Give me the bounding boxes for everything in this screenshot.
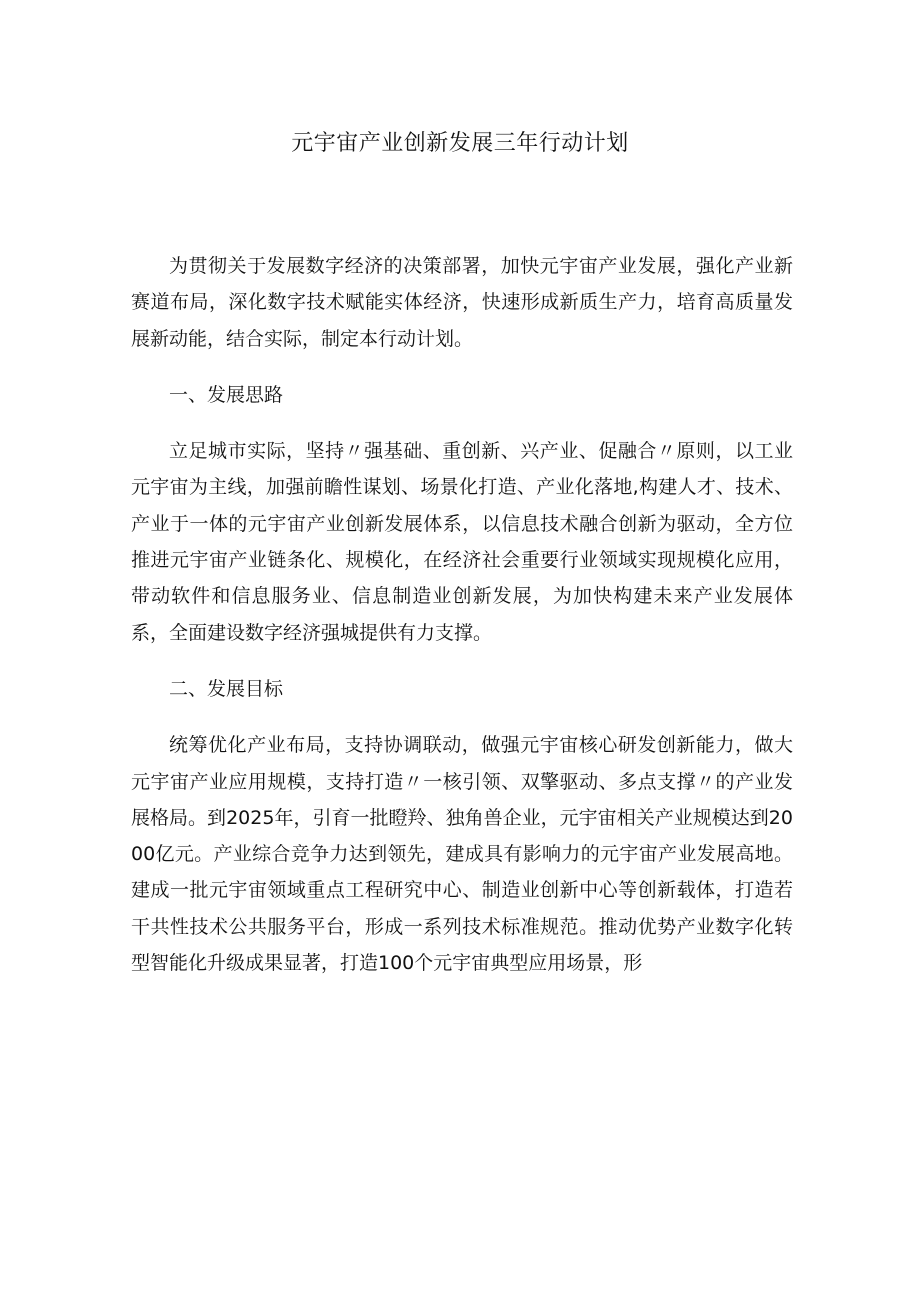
spacer bbox=[131, 413, 793, 433]
spacer bbox=[131, 707, 793, 727]
intro-paragraph: 为贯彻关于发展数字经济的决策部署，加快元宇宙产业发展，强化产业新赛道布局，深化数字技术赋能实体经济，快速形成新质生产力，培育高质量发展新动能，结合实际，制定本行动计划。 bbox=[131, 255, 793, 350]
spacer bbox=[131, 651, 793, 671]
spacer bbox=[131, 357, 793, 377]
section-heading-1: 一、发展思路 bbox=[169, 383, 284, 406]
section-paragraph-1: 立足城市实际，坚持〃强基础、重创新、兴产业、促融合〃原则，以工业元宇宙为主线，加强前瞻性谋划、场景化打造、产业化落地,构建人才、技术、产业于一体的元宇宙产业创新发展体系，以信息技术融合创新为驱动，全方位推进元宇宙产业链条化、规模化，在经济社会重要行业领域实现规模化应用，带动软件和信息服务业、信息制造业创新发展，为加快构建未来产业发展体系，全面建设数字经济强城提供有力支撑。 bbox=[131, 440, 793, 644]
section-heading-2: 二、发展目标 bbox=[169, 677, 284, 700]
document-body bbox=[131, 248, 793, 981]
document-title: 元宇宙产业创新发展三年行动计划 bbox=[291, 131, 629, 156]
section-paragraph-2: 统筹优化产业布局，支持协调联动，做强元宇宙核心研发创新能力，做大元宇宙产业应用规模，支持打造〃一核引领、双擎驱动、多点支撑〃的产业发展格局。到2025年，引育一批瞪羚、独角兽企业，元宇宙相关产业规模达到2000亿元。产业综合竞争力达到领先，建成具有影响力的元宇宙产业发展高地。建成一批元宇宙领域重点工程研究中心、制造业创新中心等创新载体，打造若干共性技术公共服务平台，形成一系列技术标准规范。推动优势产业数字化转型智能化升级成果显著，打造100个元宇宙典型应用场景，形 bbox=[131, 734, 793, 975]
